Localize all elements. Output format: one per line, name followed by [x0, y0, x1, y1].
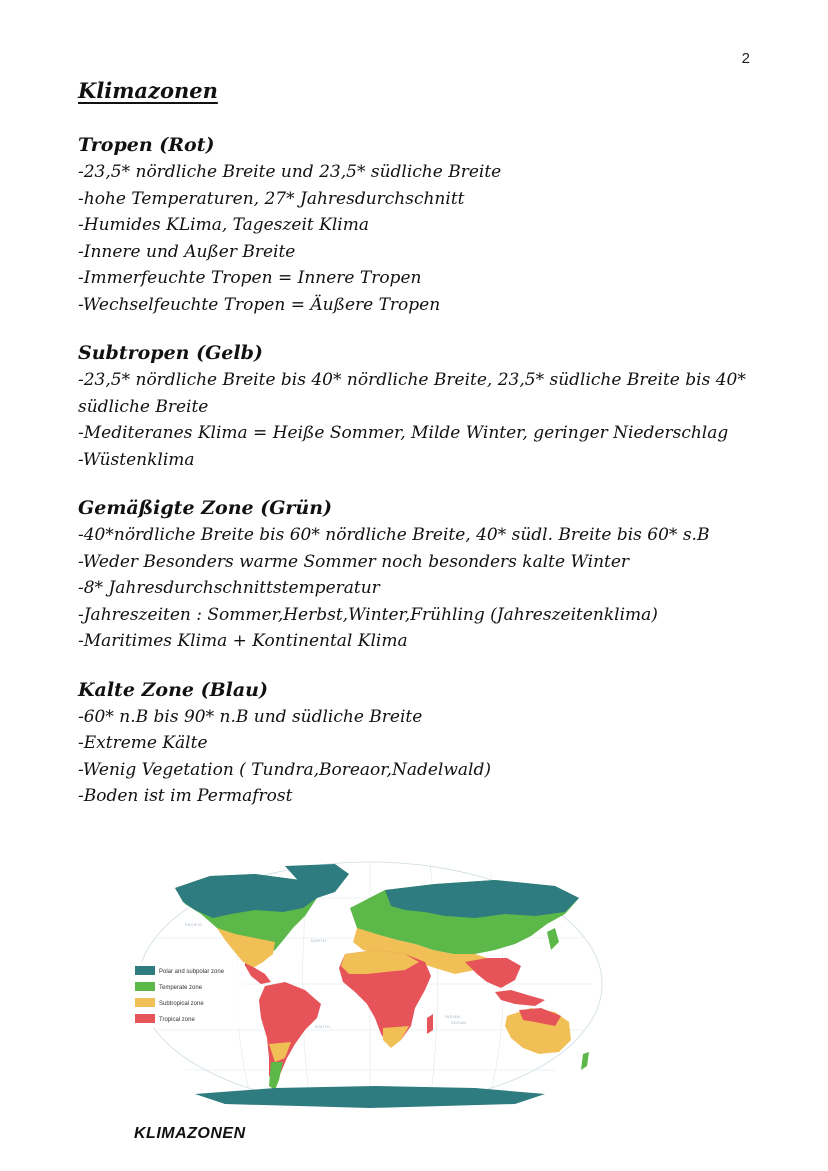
text-line: -Innere und Außer Breite	[78, 241, 296, 262]
legend-label-tropical: Tropical zone	[159, 1017, 195, 1023]
text-line: -Weder Besonders warme Sommer noch besonders kalte Winter	[78, 551, 630, 572]
text-line: -Jahreszeiten : Sommer,Herbst,Winter,Frühling (Jahreszeitenklima)	[78, 604, 658, 625]
page-title: Klimazonen	[78, 78, 218, 103]
world-map-svg	[135, 858, 605, 1110]
antarctica-polar	[195, 1086, 545, 1108]
text-line: -Maritimes Klima + Kontinental Klima	[78, 631, 408, 651]
section-subtropen	[78, 340, 758, 473]
legend-label-temperate: Temperate zone	[159, 985, 203, 991]
ocean-label: PACIFIC	[185, 923, 203, 927]
section-heading: Kalte Zone (Blau)	[78, 678, 268, 701]
text-line: -Boden ist im Permafrost	[78, 786, 293, 806]
text-line: -hohe Temperaturen, 27* Jahresdurchschnitt	[78, 188, 465, 209]
text-line: -Humides KLima, Tageszeit Klima	[78, 215, 369, 235]
section-gemaessigte-zone	[78, 495, 758, 655]
section-kalte-zone	[78, 677, 758, 810]
map-caption: KLIMAZONEN	[134, 1125, 246, 1142]
text-line: -23,5* nördliche Breite bis 40* nördliche Breite, 23,5* südliche Breite bis 40* südliche Breite	[78, 370, 746, 417]
legend-swatch-polar	[135, 966, 155, 975]
text-line: -Extreme Kälte	[78, 733, 208, 753]
climate-zone-map	[135, 858, 605, 1110]
page-number: 2	[741, 50, 750, 67]
section-tropen	[78, 132, 758, 318]
section-heading: Tropen (Rot)	[78, 134, 215, 156]
text-line: -Wüstenklima	[78, 449, 195, 470]
legend-label-subtropical: Subtropical zone	[159, 1001, 204, 1007]
legend-swatch-temperate	[135, 982, 155, 991]
ocean-label: OCEAN	[451, 1021, 467, 1025]
ocean-label: SOUTH	[315, 1025, 331, 1029]
text-line: -Immerfeuchte Tropen = Innere Tropen	[78, 268, 422, 288]
text-line: -40*nördliche Breite bis 60* nördliche Breite, 40* südl. Breite bis 60* s.B	[78, 525, 710, 545]
section-heading: Subtropen (Gelb)	[78, 342, 263, 364]
legend-swatch-subtropical	[135, 998, 155, 1007]
new-zealand-temperate	[581, 1052, 589, 1070]
text-line: -60* n.B bis 90* n.B und südliche Breite	[78, 706, 423, 727]
ocean-label: INDIAN	[445, 1015, 461, 1019]
text-line: -Wechselfeuchte Tropen = Äußere Tropen	[78, 294, 441, 315]
text-line: -8* Jahresdurchschnittstemperatur	[78, 578, 380, 598]
section-heading: Gemäßigte Zone (Grün)	[78, 497, 333, 519]
legend-label-polar: Polar and subpolar zone	[159, 969, 225, 975]
ocean-label: NORTH	[311, 939, 327, 943]
text-line: -Wenig Vegetation ( Tundra,Boreaor,Nadelwald)	[78, 759, 491, 780]
document-body	[78, 78, 758, 832]
legend-swatch-tropical	[135, 1014, 155, 1023]
map-legend	[135, 962, 245, 1028]
text-line: -23,5* nördliche Breite und 23,5* südliche Breite	[78, 162, 502, 182]
text-line: -Mediteranes Klima = Heiße Sommer, Milde Winter, geringer Niederschlag	[78, 423, 729, 443]
